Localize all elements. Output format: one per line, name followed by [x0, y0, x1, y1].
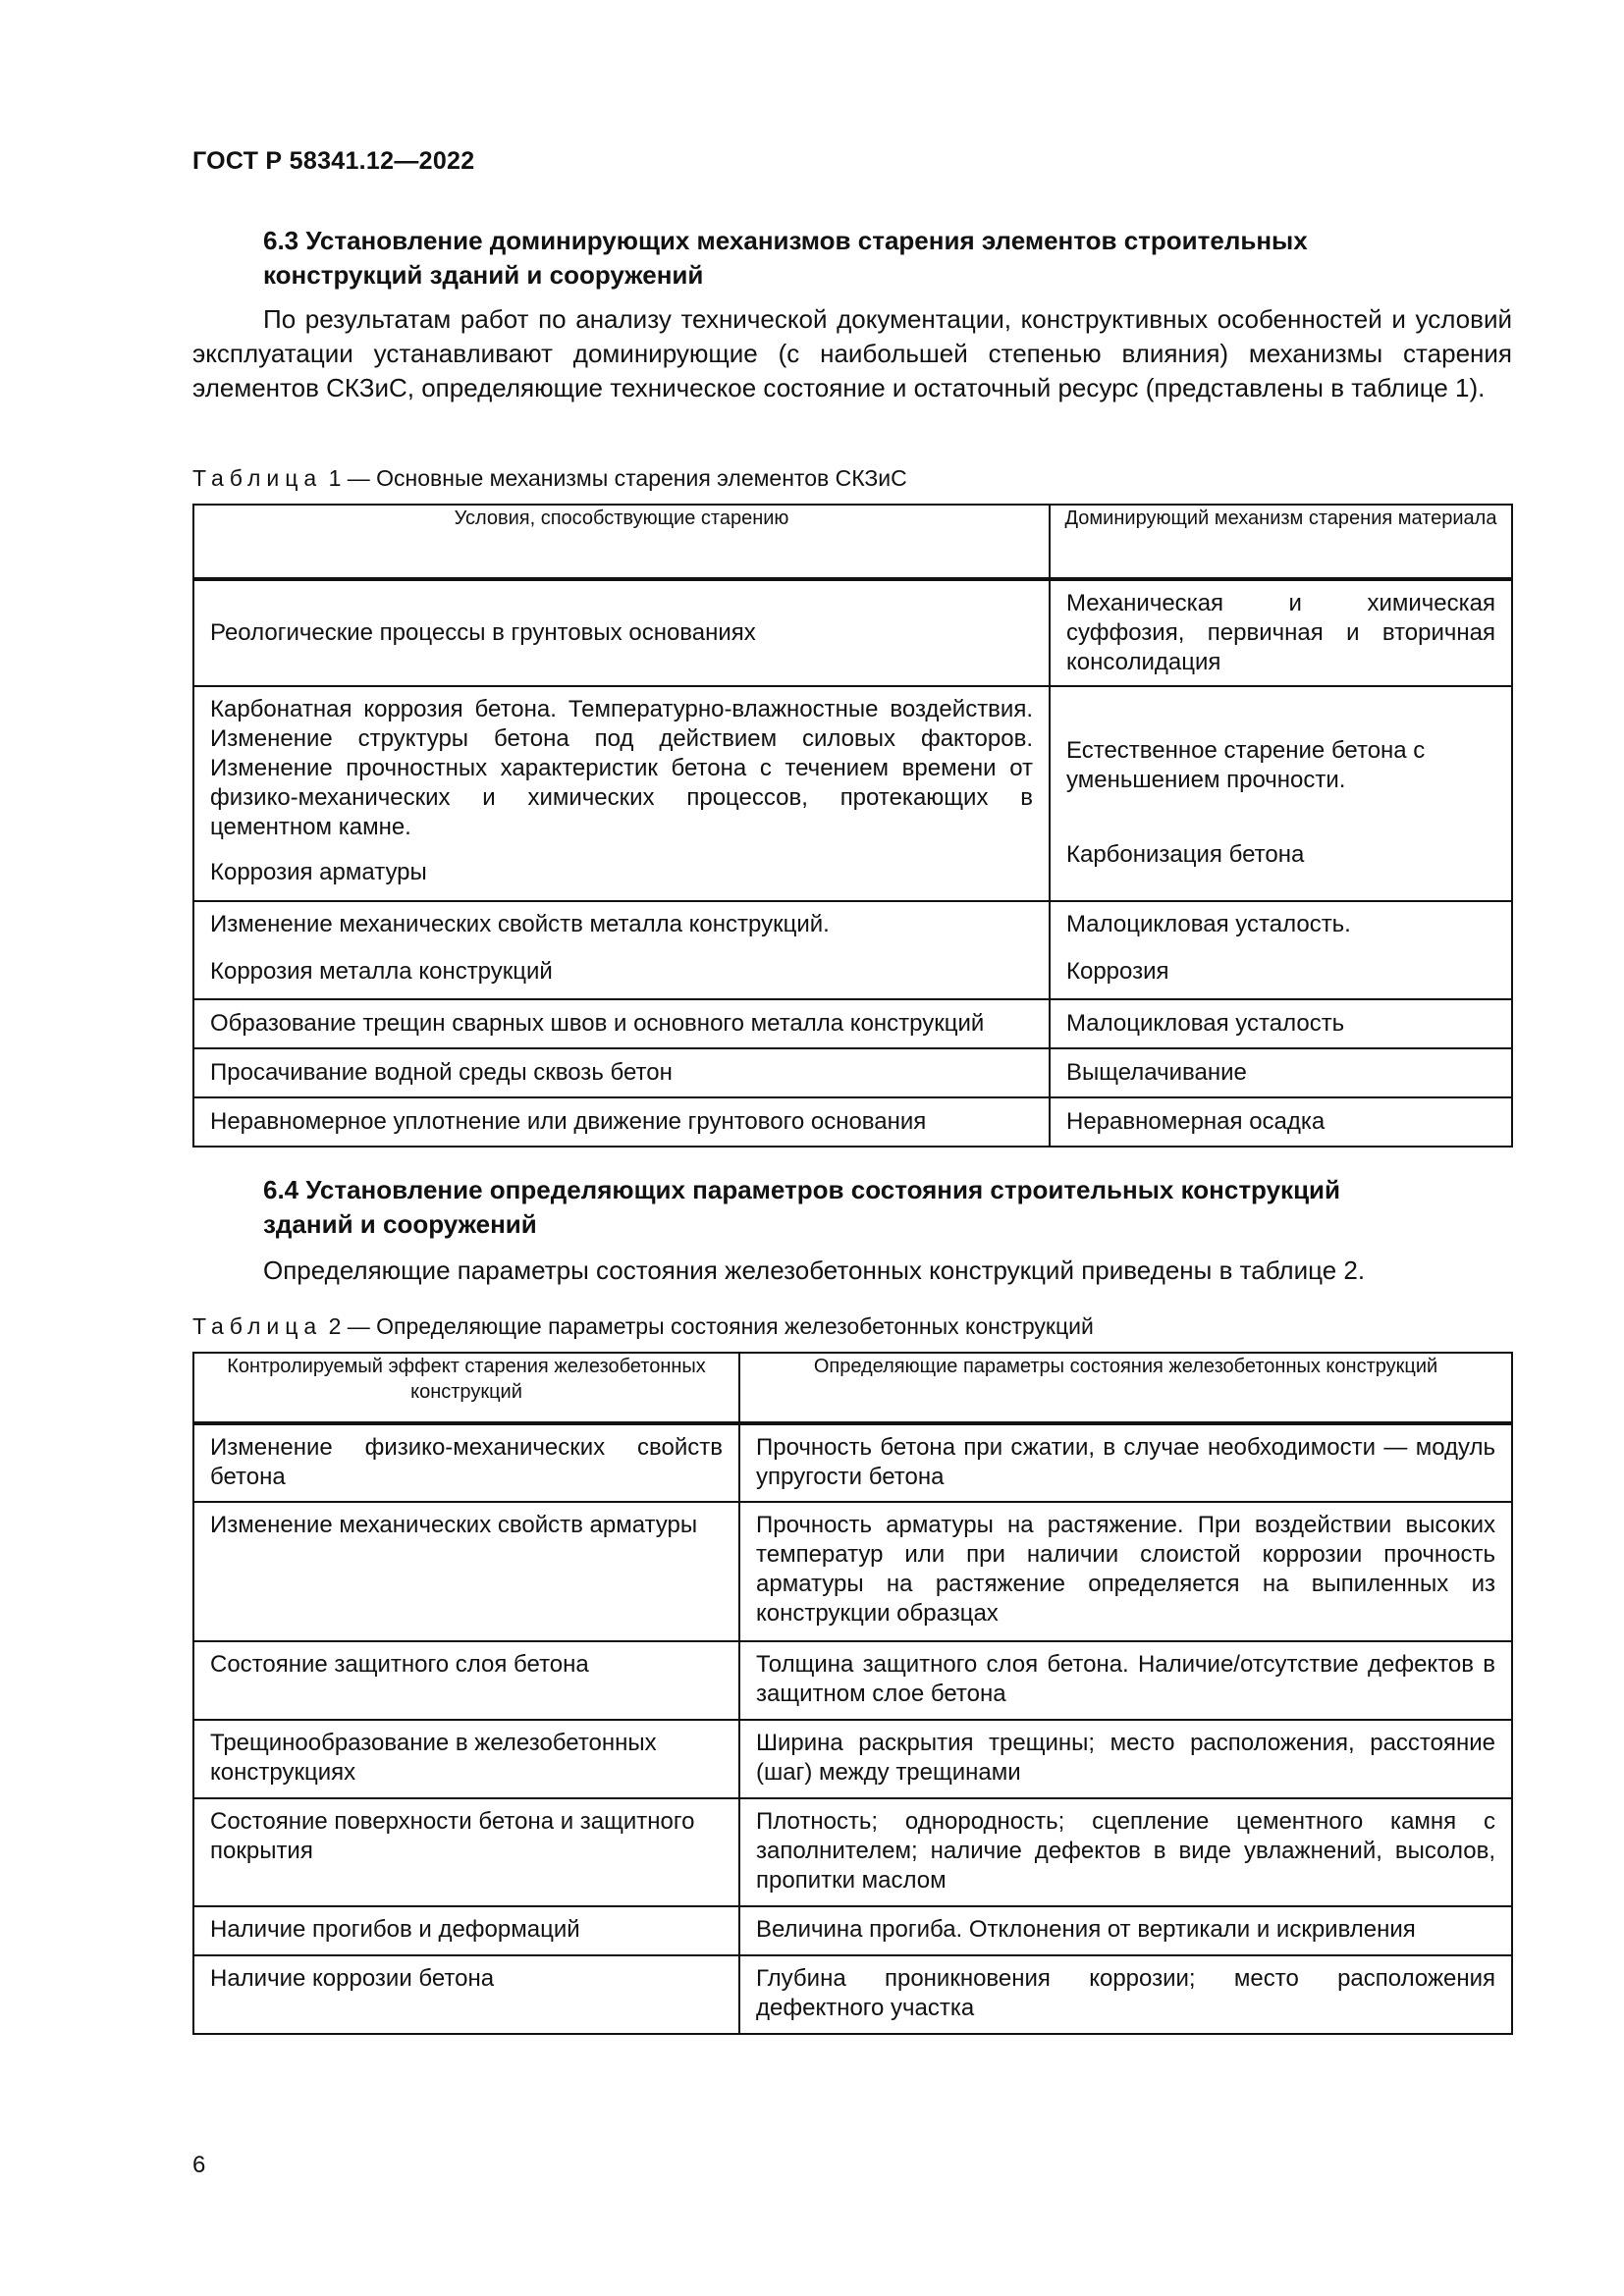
table-2	[192, 1352, 1513, 2035]
section-6-4-title	[263, 1173, 1471, 1242]
table-row	[193, 999, 1512, 1048]
table-1-caption-text: 1 — Основные механизмы старения элементов СКЗиС	[322, 465, 907, 491]
section-6-3-paragraph	[192, 302, 1512, 405]
table-cell	[1050, 901, 1512, 999]
table-row	[193, 1097, 1512, 1147]
cell-text: Наличие коррозии бетона	[210, 1965, 495, 1992]
cell-text: Плотность; однородность; сцепление цементного камня с заполнителем; наличие дефектов в виде увлажнений, высолов, пропитки маслом	[756, 1808, 1495, 1894]
cell-text: Выщелачивание	[1066, 1059, 1247, 1086]
section-6-3-title-line1: 6.3 Установление доминирующих механизмов старения элементов строительных	[263, 226, 1308, 255]
table-row	[193, 1502, 1512, 1641]
table-2-caption-prefix: Таблица	[192, 1313, 323, 1339]
cell-text: Величина прогиба. Отклонения от вертикали и искривления	[756, 1916, 1416, 1943]
cell-text: Изменение механических свойств арматуры	[210, 1512, 698, 1538]
section-6-3-title	[263, 224, 1471, 293]
table-cell	[193, 579, 1050, 686]
cell-text: Толщина защитного слоя бетона. Наличие/отсутствие дефектов в защитном слое бетона	[756, 1651, 1495, 1707]
cell-text: Прочность арматуры на растяжение. При воздействии высоких температур или при наличии слоистой коррозии прочность арматуры на растяжение определяется на выпиленных из конструкции образцах	[756, 1512, 1495, 1627]
table-cell	[1050, 999, 1512, 1048]
table-row	[193, 1423, 1512, 1502]
page-number: 6	[192, 2152, 206, 2178]
standard-header: ГОСТ Р 58341.12—2022	[192, 147, 475, 175]
section-6-4-paragraph	[192, 1254, 1512, 1288]
section-6-4-title-line2: зданий и сооружений	[263, 1209, 537, 1239]
cell-text: Малоцикловая усталость.	[1066, 911, 1351, 937]
table-row	[193, 1048, 1512, 1097]
cell-text: Неравномерная осадка	[1066, 1108, 1326, 1135]
table-cell	[739, 1502, 1512, 1641]
table-row	[193, 1906, 1512, 1955]
cell-text: Естественное старение бетона с уменьшением прочности.	[1066, 737, 1426, 793]
table-cell	[739, 1720, 1512, 1798]
table-1-caption-prefix: Таблица	[192, 465, 323, 491]
cell-text: Неравномерное уплотнение или движение грунтового основания	[210, 1108, 927, 1135]
table-cell	[1050, 1097, 1512, 1147]
cell-text: Коррозия арматуры	[210, 859, 427, 885]
table-2-header-cell: Определяющие параметры состояния железобетонных конструкций	[739, 1353, 1512, 1423]
table-cell	[193, 686, 1050, 901]
table-1-header-row	[193, 505, 1512, 579]
cell-text: Образование трещин сварных швов и основного металла конструкций	[210, 1010, 985, 1037]
section-6-3-title-line2: конструкций зданий и сооружений	[263, 260, 704, 290]
table-2-caption	[192, 1313, 1094, 1340]
table-cell	[193, 1798, 739, 1906]
cell-text: Малоцикловая усталость	[1066, 1010, 1345, 1037]
table-cell	[739, 1798, 1512, 1906]
table-cell	[193, 999, 1050, 1048]
table-row	[193, 901, 1512, 999]
table-1-header-cell: Условия, способствующие старению	[193, 505, 1050, 579]
table-cell	[1050, 686, 1512, 901]
cell-text: Трещинообразование в железобетонных конструкциях	[210, 1730, 657, 1786]
cell-text: Состояние поверхности бетона и защитного покрытия	[210, 1808, 695, 1864]
table-cell	[193, 1423, 739, 1502]
cell-text: Изменение механических свойств металла конструкций.	[210, 911, 830, 937]
table-2-header-cell: Контролируемый эффект старения железобетонных конструкций	[193, 1353, 739, 1423]
table-row	[193, 1641, 1512, 1720]
table-row	[193, 1798, 1512, 1906]
table-cell	[739, 1423, 1512, 1502]
cell-text: Прочность бетона при сжатии, в случае необходимости — модуль упругости бетона	[756, 1434, 1495, 1490]
table-cell	[193, 1641, 739, 1720]
table-cell	[193, 1502, 739, 1641]
cell-text: Реологические процессы в грунтовых основаниях	[210, 619, 756, 646]
table-cell	[739, 1955, 1512, 2034]
table-cell	[193, 1720, 739, 1798]
section-6-3-paragraph-text: По результатам работ по анализу технической документации, конструктивных особенностей и условий эксплуатации устанавливают доминирующие (с наибольшей степенью влияния) механизмы старения элементов СКЗиС, определяющие техническое состояние и остаточный ресурс (представлены в таблице 1).	[192, 304, 1512, 402]
cell-text: Изменение физико-механических свойств бетона	[210, 1434, 723, 1490]
table-1-header-cell: Доминирующий механизм старения материала	[1050, 505, 1512, 579]
cell-text: Коррозия металла конструкций	[210, 958, 553, 985]
table-cell	[193, 1906, 739, 1955]
section-6-4-paragraph-text: Определяющие параметры состояния железобетонных конструкций приведены в таблице 2.	[263, 1255, 1366, 1285]
table-cell	[193, 1097, 1050, 1147]
table-row	[193, 579, 1512, 686]
cell-text: Глубина проникновения коррозии; место расположения дефектного участка	[756, 1965, 1495, 2021]
cell-text: Ширина раскрытия трещины; место расположения, расстояние (шаг) между трещинами	[756, 1730, 1495, 1786]
table-2-caption-text: 2 — Определяющие параметры состояния железобетонных конструкций	[322, 1313, 1094, 1339]
cell-text: Просачивание водной среды сквозь бетон	[210, 1059, 673, 1086]
table-row	[193, 1955, 1512, 2034]
cell-text: Карбонатная коррозия бетона. Температурно-влажностные воздействия. Изменение структуры бетона под действием силовых факторов. Изменение прочностных характеристик бетона с течением времени от физико-механических и химических процессов, протекающих в цементном камне.	[210, 696, 1033, 840]
cell-text: Карбонизация бетона	[1066, 841, 1305, 868]
table-cell	[739, 1641, 1512, 1720]
cell-text: Наличие прогибов и деформаций	[210, 1916, 580, 1943]
cell-text: Коррозия	[1066, 958, 1169, 985]
section-6-4-title-line1: 6.4 Установление определяющих параметров состояния строительных конструкций	[263, 1175, 1341, 1204]
table-cell	[1050, 579, 1512, 686]
table-row	[193, 686, 1512, 901]
cell-text: Механическая и химическая суффозия, первичная и вторичная консолидация	[1066, 590, 1495, 675]
table-cell	[1050, 1048, 1512, 1097]
table-1-caption	[192, 465, 907, 492]
table-2-header-row	[193, 1353, 1512, 1423]
table-cell	[193, 1955, 739, 2034]
table-cell	[193, 901, 1050, 999]
table-1	[192, 504, 1513, 1148]
table-cell	[739, 1906, 1512, 1955]
table-row	[193, 1720, 1512, 1798]
cell-text: Состояние защитного слоя бетона	[210, 1651, 589, 1678]
table-cell	[193, 1048, 1050, 1097]
